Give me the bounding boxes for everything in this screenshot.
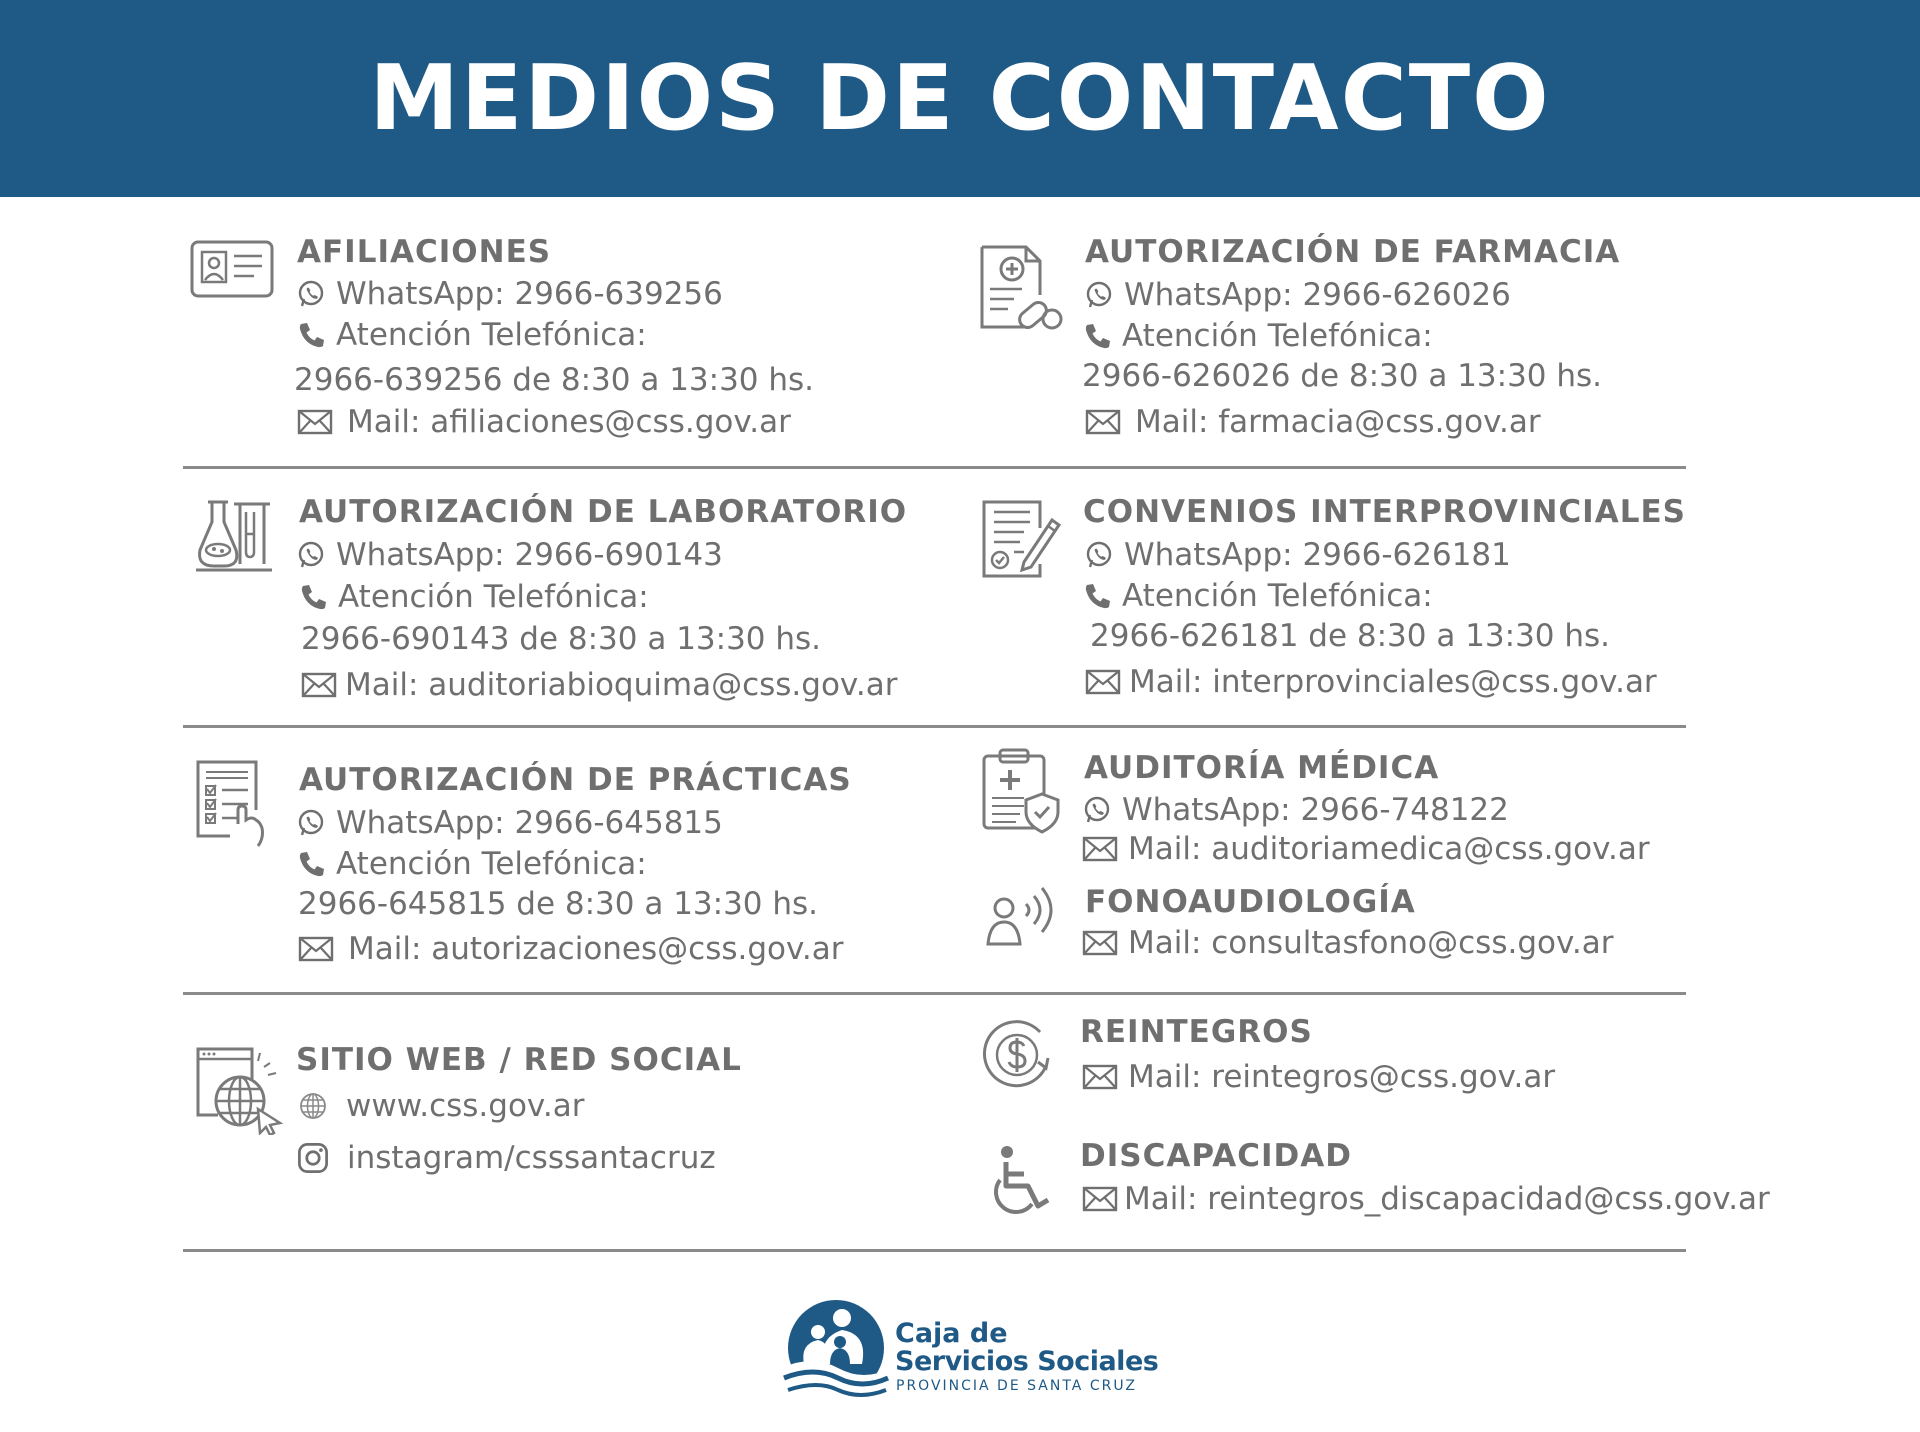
section-title-reintegros: REINTEGROS — [1080, 1014, 1313, 1050]
section-title-convenios: CONVENIOS INTERPROVINCIALES — [1083, 494, 1686, 530]
mail-icon — [1085, 667, 1121, 697]
mail-icon — [298, 934, 334, 964]
mail-practicas[interactable]: Mail: autorizaciones@css.gov.ar — [298, 931, 844, 967]
instagram-icon — [296, 1141, 330, 1175]
mail-convenios[interactable]: Mail: interprovinciales@css.gov.ar — [1085, 664, 1657, 700]
mail-discapacidad[interactable]: Mail: reintegros_discapacidad@css.gov.ar — [1082, 1181, 1770, 1217]
whatsapp-icon — [296, 808, 326, 838]
logo-line-2: Servicios Sociales — [895, 1346, 1159, 1377]
lab-flask-icon — [194, 498, 274, 574]
divider-2 — [183, 725, 1686, 728]
mail-laboratorio[interactable]: Mail: auditoriabioquima@css.gov.ar — [301, 667, 897, 703]
whatsapp-convenios[interactable]: WhatsApp: 2966-626181 — [1084, 537, 1511, 573]
phone-hours-practicas[interactable]: 2966-645815 de 8:30 a 13:30 hs. — [298, 886, 819, 922]
phone-icon — [296, 320, 326, 350]
phone-hours-laboratorio[interactable]: 2966-690143 de 8:30 a 13:30 hs. — [301, 621, 822, 657]
section-title-afiliaciones: AFILIACIONES — [297, 234, 552, 270]
refund-dollar-icon — [980, 1018, 1054, 1092]
globe-icon — [298, 1091, 328, 1121]
checklist-hand-icon — [194, 758, 270, 848]
phone-label-convenios: Atención Telefónica: — [1082, 578, 1433, 614]
wheelchair-icon — [992, 1144, 1056, 1220]
mail-farmacia[interactable]: Mail: farmacia@css.gov.ar — [1085, 404, 1541, 440]
whatsapp-auditoria[interactable]: WhatsApp: 2966-748122 — [1082, 792, 1509, 828]
web-globe-cursor-icon — [194, 1045, 284, 1135]
phone-hours-convenios[interactable]: 2966-626181 de 8:30 a 13:30 hs. — [1090, 618, 1611, 654]
divider-3 — [183, 992, 1686, 995]
whatsapp-icon — [1084, 280, 1114, 310]
contract-sign-icon — [980, 498, 1062, 580]
phone-icon — [296, 849, 326, 879]
css-logo-emblem-icon — [780, 1298, 890, 1403]
prescription-icon — [978, 243, 1066, 331]
mail-fonoaudiologia[interactable]: Mail: consultasfono@css.gov.ar — [1082, 925, 1614, 961]
divider-4 — [183, 1249, 1686, 1252]
phone-label-laboratorio: Atención Telefónica: — [298, 579, 649, 615]
instagram-link[interactable]: instagram/csssantacruz — [296, 1140, 716, 1176]
whatsapp-icon — [1084, 540, 1114, 570]
mail-icon — [297, 407, 333, 437]
whatsapp-laboratorio[interactable]: WhatsApp: 2966-690143 — [296, 537, 723, 573]
section-title-auditoria: AUDITORÍA MÉDICA — [1084, 750, 1440, 786]
phone-label-farmacia: Atención Telefónica: — [1082, 318, 1433, 354]
section-title-web: SITIO WEB / RED SOCIAL — [296, 1042, 742, 1078]
mail-auditoria[interactable]: Mail: auditoriamedica@css.gov.ar — [1082, 831, 1650, 867]
medical-clipboard-shield-icon — [980, 746, 1068, 834]
section-title-laboratorio: AUTORIZACIÓN DE LABORATORIO — [299, 494, 908, 530]
css-logo — [780, 1298, 1160, 1403]
logo-line-1: Caja de — [895, 1318, 1008, 1349]
whatsapp-practicas[interactable]: WhatsApp: 2966-645815 — [296, 805, 723, 841]
mail-icon — [1082, 928, 1118, 958]
mail-icon — [1082, 1062, 1118, 1092]
mail-icon — [1082, 834, 1118, 864]
phone-label-practicas: Atención Telefónica: — [296, 846, 647, 882]
mail-icon — [301, 670, 337, 700]
header-banner — [0, 0, 1920, 197]
phone-icon — [1082, 321, 1112, 351]
phone-label-afiliaciones: Atención Telefónica: — [296, 317, 647, 353]
mail-reintegros[interactable]: Mail: reintegros@css.gov.ar — [1082, 1059, 1555, 1095]
mail-icon — [1085, 407, 1121, 437]
phone-icon — [298, 582, 328, 612]
whatsapp-icon — [1082, 795, 1112, 825]
website-link[interactable]: www.css.gov.ar — [298, 1088, 584, 1124]
phone-icon — [1082, 581, 1112, 611]
hearing-person-icon — [986, 886, 1060, 948]
phone-hours-farmacia[interactable]: 2966-626026 de 8:30 a 13:30 hs. — [1082, 358, 1603, 394]
phone-hours-afiliaciones[interactable]: 2966-639256 de 8:30 a 13:30 hs. — [294, 362, 815, 398]
section-title-farmacia: AUTORIZACIÓN DE FARMACIA — [1085, 234, 1621, 270]
whatsapp-icon — [296, 540, 326, 570]
id-card-icon — [190, 240, 274, 298]
page-title: MEDIOS DE CONTACTO — [369, 46, 1551, 151]
divider-1 — [183, 466, 1686, 469]
whatsapp-afiliaciones[interactable]: WhatsApp: 2966-639256 — [296, 276, 723, 312]
mail-afiliaciones[interactable]: Mail: afiliaciones@css.gov.ar — [297, 404, 791, 440]
logo-line-3: PROVINCIA DE SANTA CRUZ — [896, 1378, 1137, 1394]
section-title-discapacidad: DISCAPACIDAD — [1080, 1138, 1352, 1174]
section-title-practicas: AUTORIZACIÓN DE PRÁCTICAS — [299, 762, 852, 798]
whatsapp-icon — [296, 279, 326, 309]
mail-icon — [1082, 1184, 1118, 1214]
section-title-fonoaudiologia: FONOAUDIOLOGÍA — [1085, 884, 1416, 920]
whatsapp-farmacia[interactable]: WhatsApp: 2966-626026 — [1084, 277, 1511, 313]
